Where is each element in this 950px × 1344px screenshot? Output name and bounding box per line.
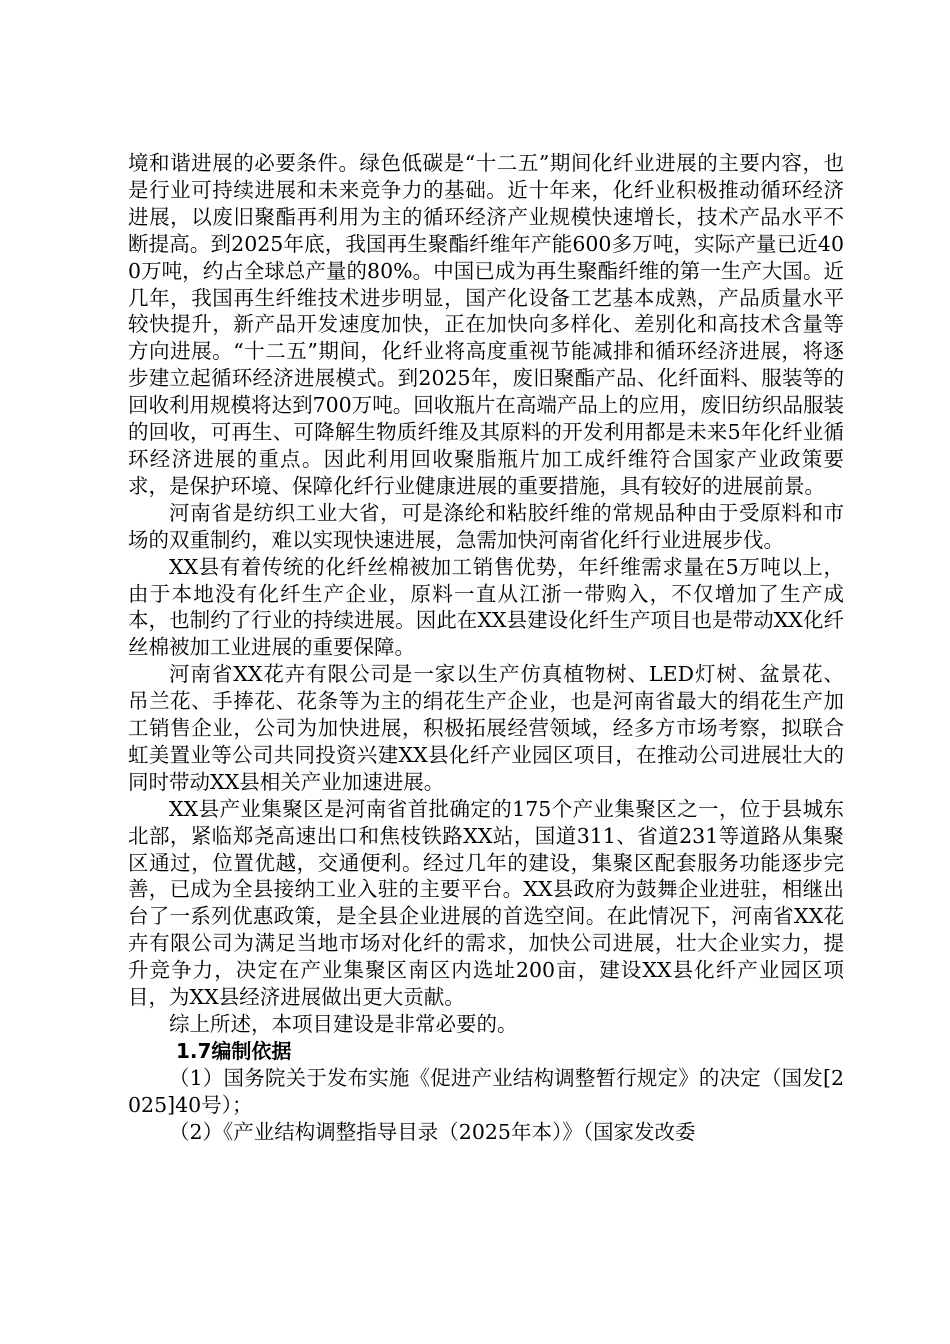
body-paragraph-5: XX县产业集聚区是河南省首批确定的175个产业集聚区之一，位于县城东北部，紧临郑尧高速出口和焦枝铁路XX站，国道311、省道231等道路从集聚区通过，位置优越，交通便利。经过几年的建设，集聚区配套服务功能逐步完善，已成为全县接纳工业入驻的主要平台。XX县政府为鼓舞企业进驻，相继出台了一系列优惠政策，是全县企业进展的首选空间。在此情况下，河南省XX花卉有限公司为满足当地市场对化纤的需求，加快公司进展，壮大企业实力，提升竞争力，决定在产业集聚区南区内选址200亩，建设XX县化纤产业园区项目，为XX县经济进展做出更大贡献。 [128,796,844,1010]
citation-item-1: （1）国务院关于发布实施《促进产业结构调整暂行规定》的决定（国发[2025]40号）； [128,1065,844,1117]
citation-item-2: （2）《产业结构调整指导目录（2025年本）》（国家发改委 [169,1119,696,1144]
body-paragraph-3: XX县有着传统的化纤丝棉被加工销售优势，年纤维需求量在5万吨以上，由于本地没有化纤生产企业，原料一直从江浙一带购入，不仅增加了生产成本，也制约了行业的持续进展。因此在XX县建设化纤生产项目也是带动XX化纤丝棉被加工业进展的重要保障。 [128,554,845,660]
section-heading: 1.7编制依据 [176,1038,292,1063]
body-paragraph-6: 综上所述，本项目建设是非常必要的。 [169,1012,518,1036]
body-paragraph-2: 河南省是纺织工业大省，可是涤纶和粘胶纤维的常规品种由于受原料和市场的双重制约，难以实现快速进展，急需加快河南省化纤行业进展步伐。 [128,500,844,552]
document-page [128,150,844,1146]
body-paragraph-1: 境和谐进展的必要条件。绿色低碳是“十二五”期间化纤业进展的主要内容，也是行业可持续进展和未来竞争力的基础。近十年来，化纤业积极推动循环经济进展，以废旧聚酯再利用为主的循环经济产业规模快速增长，技术产品水平不断提高。到2025年底，我国再生聚酯纤维年产能600多万吨，实际产量已近400万吨，约占全球总产量的80%。中国已成为再生聚酯纤维的第一生产大国。近几年，我国再生纤维技术进步明显，国产化设备工艺基本成熟，产品质量水平较快提升，新产品开发速度加快，正在加快向多样化、差别化和高技术含量等方向进展。“十二五”期间，化纤业将高度重视节能减排和循环经济进展，将逐步建立起循环经济进展模式。到2025年，废旧聚酯产品、化纤面料、服装等的回收利用规模将达到700万吨。回收瓶片在高端产品上的应用，废旧纺织品服装的回收，可再生、可降解生物质纤维及其原料的开发利用都是未来5年化纤业循环经济进展的重点。因此利用回收聚脂瓶片加工成纤维符合国家产业政策要求，是保护环境、保障化纤行业健康进展的重要措施，具有较好的进展前景。 [128,151,844,498]
body-paragraph-4: 河南省XX花卉有限公司是一家以生产仿真植物树、LED灯树、盆景花、 吊兰花、手捧花、花条等为主的绢花生产企业，也是河南省最大的绢花生产加工销售企业，公司为加快进展，积极拓展经营领域，经多方市场考察，拟联合虹美置业等公司共同投资兴建XX县化纤产业园区项目，在推动公司进展壮大的同时带动XX县相关产业加速进展。 [128,662,844,794]
